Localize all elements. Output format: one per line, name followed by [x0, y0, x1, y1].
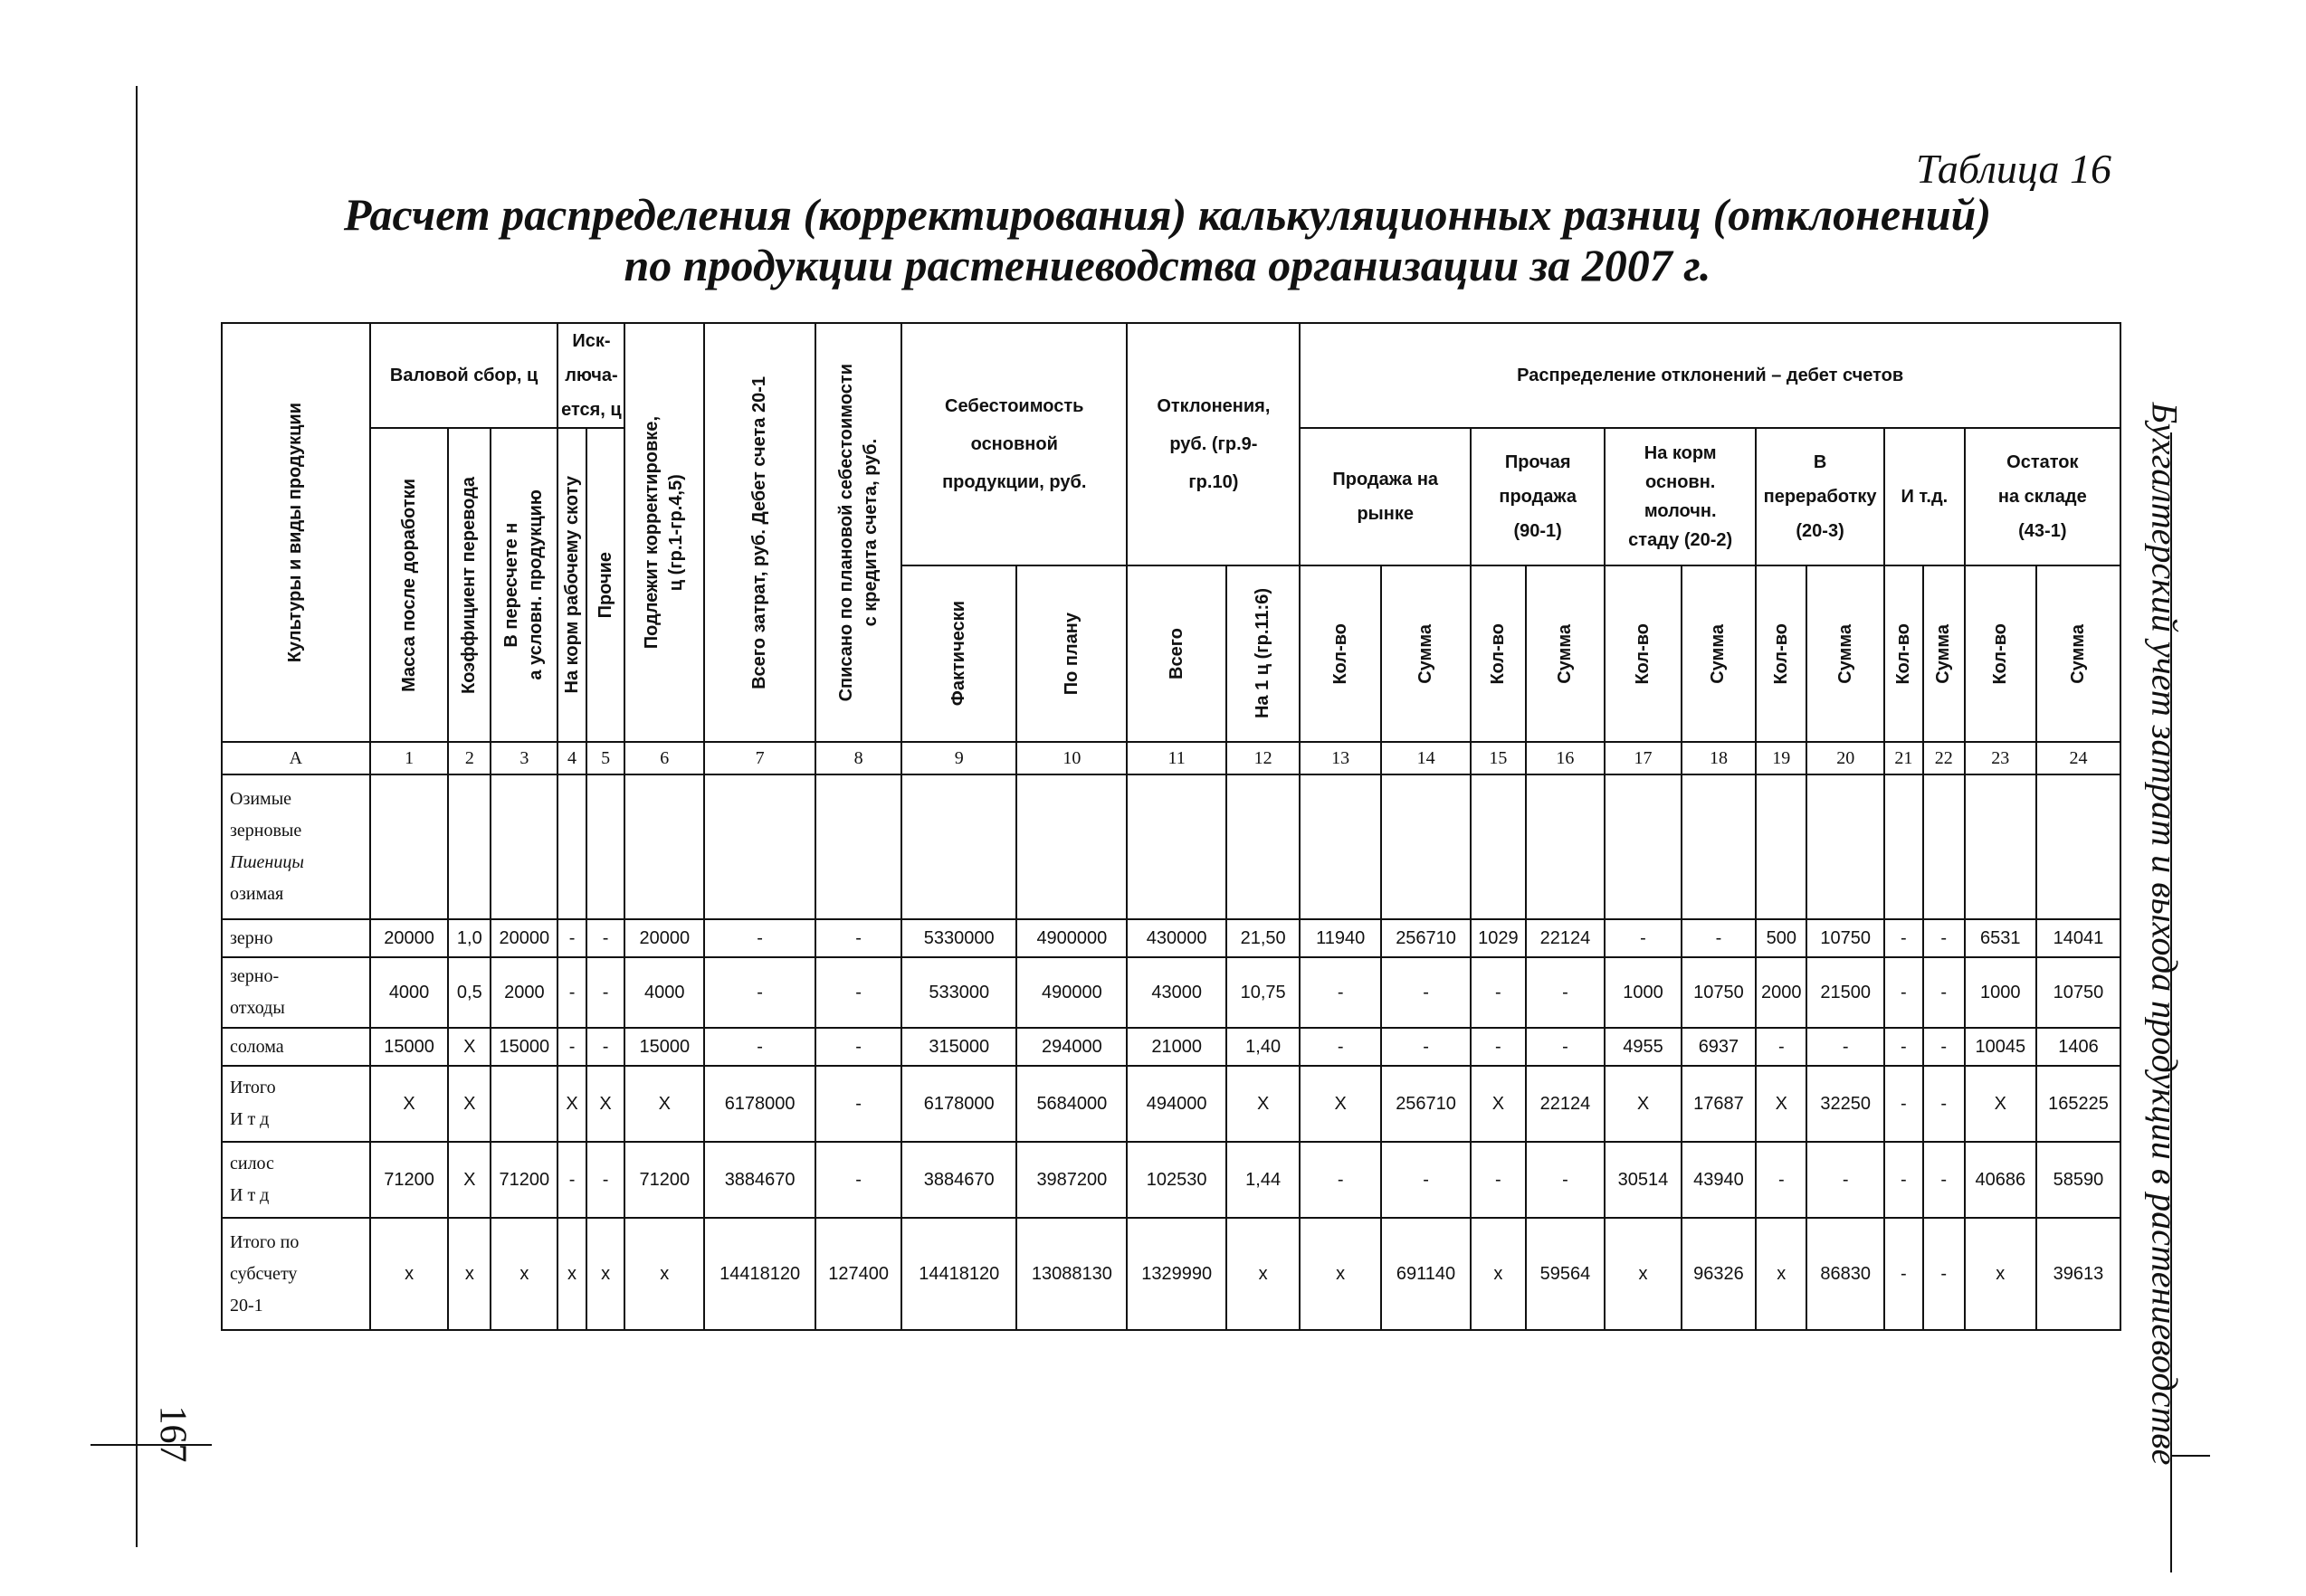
header-cost: Себестоимость основной продукции, руб.	[901, 323, 1127, 565]
table-cell: -	[1756, 1028, 1806, 1066]
row-label: солома	[222, 1028, 370, 1066]
table-cell: -	[1806, 1028, 1884, 1066]
column-number: 23	[1965, 742, 2036, 774]
table-cell: x	[557, 1218, 586, 1330]
table-cell: -	[815, 919, 901, 957]
header-sum: Сумма	[1381, 565, 1471, 742]
table-cell: 1,0	[448, 919, 491, 957]
table-cell: 294000	[1016, 1028, 1127, 1066]
table-cell: 59564	[1526, 1218, 1606, 1330]
table-cell: -	[815, 1028, 901, 1066]
table-cell: 22124	[1526, 1066, 1606, 1142]
table-cell: 1406	[2036, 1028, 2120, 1066]
table-cell: 20000	[491, 919, 557, 957]
table-cell: x	[624, 1218, 704, 1330]
table-cell: 5330000	[901, 919, 1016, 957]
table-cell: 71200	[491, 1142, 557, 1218]
table-cell: 21500	[1806, 957, 1884, 1028]
table-cell: 10750	[1806, 919, 1884, 957]
table-number: Таблица 16	[1915, 146, 2111, 192]
table-cell: X	[1965, 1066, 2036, 1142]
table-cell: 494000	[1127, 1066, 1226, 1142]
header-feed: На корм рабочему скоту	[557, 428, 586, 742]
table-cell: 127400	[815, 1218, 901, 1330]
table-cell: 30514	[1605, 1142, 1682, 1218]
table-cell: -	[1756, 1142, 1806, 1218]
column-number: 21	[1884, 742, 1923, 774]
table-row-total	[222, 1218, 2120, 1330]
table-row	[222, 1066, 2120, 1142]
table-cell: -	[815, 1066, 901, 1142]
table-cell: 0,5	[448, 957, 491, 1028]
table-cell: 10750	[2036, 957, 2120, 1028]
column-number: 16	[1526, 742, 1606, 774]
table-cell: 1,40	[1226, 1028, 1300, 1066]
table-cell: 71200	[370, 1142, 449, 1218]
table-cell: -	[704, 1028, 815, 1066]
table-cell: x	[586, 1218, 625, 1330]
table-cell: -	[1884, 1218, 1923, 1330]
column-number: 2	[448, 742, 491, 774]
table-cell: -	[1526, 1142, 1606, 1218]
table-cell: -	[1923, 1028, 1965, 1066]
table-cell: 32250	[1806, 1066, 1884, 1142]
table-cell: x	[1965, 1218, 2036, 1330]
table-cell: -	[1884, 1142, 1923, 1218]
table-cell: 315000	[901, 1028, 1016, 1066]
header-dev-per-unit: На 1 ц (гр.11:6)	[1226, 565, 1300, 742]
table-cell: -	[1923, 1066, 1965, 1142]
table-cell: 20000	[624, 919, 704, 957]
table-cell: 21000	[1127, 1028, 1226, 1066]
header-etc: И т.д.	[1884, 428, 1965, 565]
table-cell: 43940	[1682, 1142, 1756, 1218]
table-row	[222, 919, 2120, 957]
table-cell: X	[370, 1066, 449, 1142]
column-number: 1	[370, 742, 449, 774]
table-cell: 2000	[491, 957, 557, 1028]
table-cell: 13088130	[1016, 1218, 1127, 1330]
row-label: Итого И т д	[222, 1066, 370, 1142]
header-converted: В пересчете н а условн. продукцию	[491, 428, 557, 742]
table-cell: -	[1381, 1028, 1471, 1066]
table-cell: 430000	[1127, 919, 1226, 957]
table-cell: 15000	[370, 1028, 449, 1066]
column-number: 10	[1016, 742, 1127, 774]
deviation-distribution-table	[221, 322, 2121, 1331]
header-processing: В переработку (20-3)	[1756, 428, 1884, 565]
table-cell: X	[557, 1066, 586, 1142]
header-stock: Остаток на складе (43-1)	[1965, 428, 2120, 565]
table-cell: -	[557, 957, 586, 1028]
table-cell: -	[1923, 1218, 1965, 1330]
header-actual: Фактически	[901, 565, 1016, 742]
table-cell: 6531	[1965, 919, 2036, 957]
table-cell	[491, 1066, 557, 1142]
table-cell: 4900000	[1016, 919, 1127, 957]
table-cell: -	[586, 957, 625, 1028]
table-cell: X	[1471, 1066, 1526, 1142]
header-mass: Масса после доработки	[370, 428, 449, 742]
header-dairy: На корм основн. молочн. стаду (20-2)	[1605, 428, 1756, 565]
table-cell: 1,44	[1226, 1142, 1300, 1218]
table-cell: -	[1526, 957, 1606, 1028]
table-cell: 11940	[1300, 919, 1381, 957]
row-label: зерно- отходы	[222, 957, 370, 1028]
table-cell: 6178000	[901, 1066, 1016, 1142]
table-cell: -	[557, 919, 586, 957]
header-dev-total: Всего	[1127, 565, 1226, 742]
header-plan: По плану	[1016, 565, 1127, 742]
table-cell: 14418120	[704, 1218, 815, 1330]
column-number: 7	[704, 742, 815, 774]
table-cell: 102530	[1127, 1142, 1226, 1218]
table-title-line-1: Расчет распределения (корректирования) калькуляционных разниц (отклонений)	[343, 189, 1992, 240]
column-number-row	[222, 742, 2120, 774]
table-cell: x	[491, 1218, 557, 1330]
table-cell: -	[1884, 1028, 1923, 1066]
table-row	[222, 1028, 2120, 1066]
table-cell: 14041	[2036, 919, 2120, 957]
row-label: силос И т д	[222, 1142, 370, 1218]
table-row	[222, 957, 2120, 1028]
column-number: 6	[624, 742, 704, 774]
table-cell: 256710	[1381, 1066, 1471, 1142]
header-excluded: Иск- люча- ется, ц	[557, 323, 624, 428]
header-sum: Сумма	[1806, 565, 1884, 742]
table-cell: -	[1300, 1028, 1381, 1066]
table-cell: 1000	[1605, 957, 1682, 1028]
table-cell: -	[586, 1142, 625, 1218]
table-cell: -	[704, 919, 815, 957]
table-cell: 21,50	[1226, 919, 1300, 957]
header-written-off: Списано по плановой себестоимости с кредита счета, руб.	[815, 323, 901, 742]
table-cell: -	[1605, 919, 1682, 957]
table-cell: 3884670	[704, 1142, 815, 1218]
table-cell: 4000	[370, 957, 449, 1028]
table-cell: -	[815, 1142, 901, 1218]
header-market: Продажа на рынке	[1300, 428, 1471, 565]
column-number: 11	[1127, 742, 1226, 774]
column-number: 9	[901, 742, 1016, 774]
table-cell: X	[1605, 1066, 1682, 1142]
column-number: 18	[1682, 742, 1756, 774]
table-cell: 10045	[1965, 1028, 2036, 1066]
table-cell: X	[1300, 1066, 1381, 1142]
table-cell: 15000	[491, 1028, 557, 1066]
table-cell: 86830	[1806, 1218, 1884, 1330]
table-cell: 4955	[1605, 1028, 1682, 1066]
table-cell: 5684000	[1016, 1066, 1127, 1142]
table-row	[222, 1142, 2120, 1218]
header-coef: Коэффициент перевода	[448, 428, 491, 742]
column-number: 3	[491, 742, 557, 774]
table-cell: -	[1471, 1142, 1526, 1218]
column-number: А	[222, 742, 370, 774]
table-cell: -	[1884, 957, 1923, 1028]
table-cell: -	[1806, 1142, 1884, 1218]
table-cell: x	[1605, 1218, 1682, 1330]
table-cell: 3987200	[1016, 1142, 1127, 1218]
column-number: 17	[1605, 742, 1682, 774]
header-other-sale: Прочая продажа (90-1)	[1471, 428, 1605, 565]
table-cell: -	[1300, 1142, 1381, 1218]
table-cell: x	[1300, 1218, 1381, 1330]
table-cell: 3884670	[901, 1142, 1016, 1218]
table-cell: X	[448, 1028, 491, 1066]
table-cell: x	[1756, 1218, 1806, 1330]
table-cell: x	[1471, 1218, 1526, 1330]
table-cell: -	[1923, 957, 1965, 1028]
table-cell: 10,75	[1226, 957, 1300, 1028]
table-cell: x	[370, 1218, 449, 1330]
column-number: 4	[557, 742, 586, 774]
table-cell: x	[448, 1218, 491, 1330]
column-number: 8	[815, 742, 901, 774]
table-cell: 1000	[1965, 957, 2036, 1028]
header-crop: Культуры и виды продукции	[222, 323, 370, 742]
header-other: Прочие	[586, 428, 625, 742]
header-row-1	[222, 323, 2120, 428]
table-cell: -	[1884, 1066, 1923, 1142]
table-cell: -	[1471, 957, 1526, 1028]
table-cell: 40686	[1965, 1142, 2036, 1218]
table-cell: -	[1923, 919, 1965, 957]
left-margin-line	[136, 86, 138, 1547]
table-cell: 256710	[1381, 919, 1471, 957]
table-cell: 4000	[624, 957, 704, 1028]
table-cell: -	[586, 919, 625, 957]
table-cell: -	[1381, 1142, 1471, 1218]
table-cell: X	[1226, 1066, 1300, 1142]
table-cell: X	[586, 1066, 625, 1142]
table-cell: -	[1923, 1142, 1965, 1218]
table-cell: -	[1526, 1028, 1606, 1066]
table-cell: 96326	[1682, 1218, 1756, 1330]
table-cell: 6178000	[704, 1066, 815, 1142]
column-number: 12	[1226, 742, 1300, 774]
total-label: Итого по субсчету 20-1	[222, 1218, 370, 1330]
table-cell: X	[1756, 1066, 1806, 1142]
table-cell: 58590	[2036, 1142, 2120, 1218]
table-cell: 500	[1756, 919, 1806, 957]
column-number: 15	[1471, 742, 1526, 774]
table-cell: 20000	[370, 919, 449, 957]
column-number: 22	[1923, 742, 1965, 774]
header-qty: Кол-во	[1300, 565, 1381, 742]
header-gross: Валовой сбор, ц	[370, 323, 558, 428]
table-cell: x	[1226, 1218, 1300, 1330]
section-label: Озимые зерновые Пшеницы озимая	[222, 774, 370, 919]
header-deviation: Отклонения, руб. (гр.9- гр.10)	[1127, 323, 1300, 565]
table-cell: -	[1471, 1028, 1526, 1066]
table-cell: 10750	[1682, 957, 1756, 1028]
header-sum: Сумма	[2036, 565, 2120, 742]
header-sum: Сумма	[1682, 565, 1756, 742]
table-cell: -	[557, 1142, 586, 1218]
header-qty: Кол-во	[1884, 565, 1923, 742]
table-cell: -	[704, 957, 815, 1028]
header-qty: Кол-во	[1756, 565, 1806, 742]
header-distribution: Распределение отклонений – дебет счетов	[1300, 323, 2120, 428]
table-cell: X	[448, 1142, 491, 1218]
section-row	[222, 774, 2120, 919]
page-number: 167	[151, 1405, 193, 1463]
table-cell: 71200	[624, 1142, 704, 1218]
table-cell: 39613	[2036, 1218, 2120, 1330]
header-adjust: Подлежит корректировке, ц (гр.1-гр.4,5)	[624, 323, 704, 742]
table-cell: 691140	[1381, 1218, 1471, 1330]
column-number: 20	[1806, 742, 1884, 774]
header-qty: Кол-во	[1965, 565, 2036, 742]
row-label: зерно	[222, 919, 370, 957]
table-cell: 1029	[1471, 919, 1526, 957]
table-cell: -	[1884, 919, 1923, 957]
header-sum: Сумма	[1526, 565, 1606, 742]
side-running-title: Бухгалтерский учет затрат и выхода продукции в растениеводстве	[2144, 402, 2186, 1466]
table-cell: 43000	[1127, 957, 1226, 1028]
header-qty: Кол-во	[1471, 565, 1526, 742]
table-cell: 533000	[901, 957, 1016, 1028]
table-cell: 2000	[1756, 957, 1806, 1028]
table-cell: 1329990	[1127, 1218, 1226, 1330]
table-cell: -	[1300, 957, 1381, 1028]
column-number: 24	[2036, 742, 2120, 774]
header-qty: Кол-во	[1605, 565, 1682, 742]
header-sum: Сумма	[1923, 565, 1965, 742]
table-cell: 165225	[2036, 1066, 2120, 1142]
column-number: 5	[586, 742, 625, 774]
column-number: 13	[1300, 742, 1381, 774]
table-cell: X	[624, 1066, 704, 1142]
table-cell: 490000	[1016, 957, 1127, 1028]
table-title-line-2: по продукции растениеводства организации за 2007 г.	[624, 240, 1711, 290]
table-cell: -	[815, 957, 901, 1028]
table-cell: -	[1381, 957, 1471, 1028]
table-cell: -	[557, 1028, 586, 1066]
table-cell: 14418120	[901, 1218, 1016, 1330]
table-cell: 6937	[1682, 1028, 1756, 1066]
table-cell: -	[586, 1028, 625, 1066]
table-cell: 17687	[1682, 1066, 1756, 1142]
table-cell: -	[1682, 919, 1756, 957]
table-cell: X	[448, 1066, 491, 1142]
column-number: 14	[1381, 742, 1471, 774]
table-cell: 22124	[1526, 919, 1606, 957]
header-total-cost: Всего затрат, руб. Дебет счета 20-1	[704, 323, 815, 742]
column-number: 19	[1756, 742, 1806, 774]
table-cell: 15000	[624, 1028, 704, 1066]
